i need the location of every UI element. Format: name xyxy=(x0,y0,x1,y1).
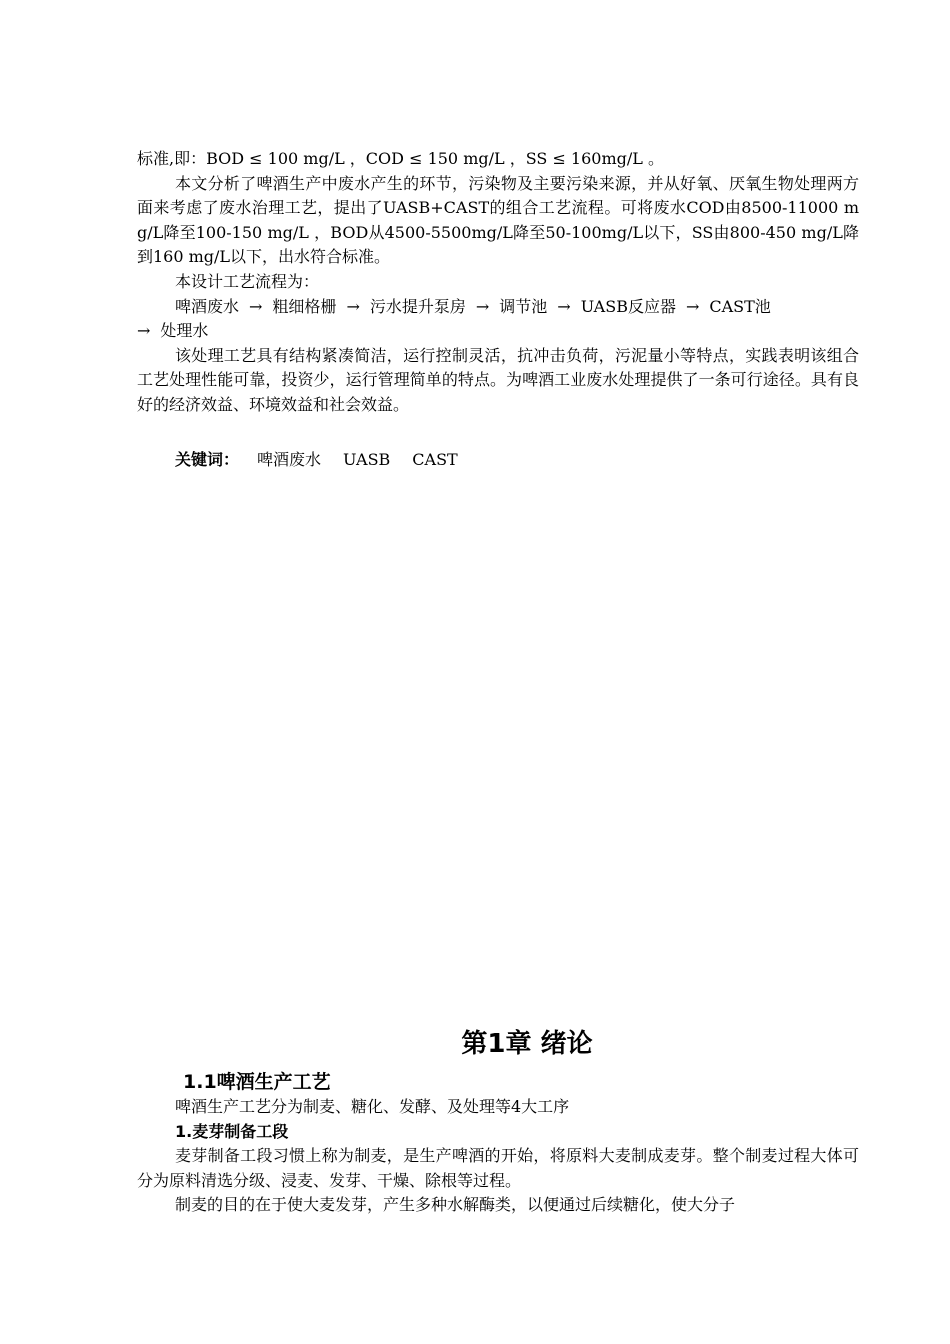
arrow-right-icon: → xyxy=(137,321,151,341)
malting-paragraph: 麦芽制备工段习惯上称为制麦，是生产啤酒的开始，将原料大麦制成麦芽。整个制麦过程大体可分为原料清选分级、浸麦、发芽、干燥、除根等过程。 xyxy=(137,1146,859,1190)
process-flow-line-end xyxy=(137,319,859,344)
keywords-line xyxy=(175,449,458,471)
arrow-right-icon: → xyxy=(475,296,490,316)
purpose-paragraph: 制麦的目的在于使大麦发芽，产生多种水解酶类，以便通过后续糖化，使大分子 xyxy=(175,1195,736,1215)
flow-step: UASB反应器 xyxy=(580,296,676,316)
section-intro: 啤酒生产工艺分为制麦、糖化、发酵、及处理等4大工序 xyxy=(175,1097,570,1116)
process-flow-line xyxy=(137,295,859,320)
flow-step: 污水提升泵房 xyxy=(369,296,466,316)
arrow-right-icon: → xyxy=(346,296,360,316)
arrow-right-icon: → xyxy=(685,296,700,316)
subsection-title: 1.麦芽制备工段 xyxy=(175,1122,289,1141)
malting-body xyxy=(137,1144,859,1218)
keyword-item: CAST xyxy=(412,450,458,469)
abstract-body xyxy=(137,147,859,418)
arrow-right-icon: → xyxy=(557,296,571,316)
section-intro-block xyxy=(137,1095,859,1120)
flow-step: 啤酒废水 xyxy=(175,296,240,316)
features-paragraph: 该处理工艺具有结构紧凑简洁，运行控制灵活，抗冲击负荷，污泥量小等特点，实践表明该组合工艺处理性能可靠，投资少，运行管理简单的特点。为啤酒工业废水处理提供了一条可行途径。具有良好的经济效益、环境效益和社会效益。 xyxy=(137,345,859,414)
flow-step: 粗细格栅 xyxy=(272,296,337,316)
chapter-title: 第1章 绪论 xyxy=(461,1029,593,1059)
arrow-right-icon: → xyxy=(249,296,263,316)
keywords-label: 关键词： xyxy=(175,450,240,469)
keyword-item: UASB xyxy=(343,450,391,469)
section-title: 1.1啤酒生产工艺 xyxy=(183,1071,331,1093)
standard-paragraph: 标准,即：BOD ≤ 100 mg/L ，COD ≤ 150 mg/L ，SS ≤ 160mg/L 。 xyxy=(137,149,664,168)
analysis-paragraph: 本文分析了啤酒生产中废水产生的环节，污染物及主要污染来源，并从好氧、厌氧生物处理两方面来考虑了废水治理工艺，提出了UASB+CAST的组合工艺流程。可将废水COD由8500-11000 mg/L降至100-150 mg/L ，BOD从4500-5500mg/L降至50-100mg/L以下，SS由800-450 mg/L降到160 mg/L以下，出水符合标准。 xyxy=(137,173,859,267)
keyword-item: 啤酒废水 xyxy=(257,450,322,469)
flow-step: 调节池 xyxy=(499,296,548,316)
flow-step: CAST池 xyxy=(709,296,771,316)
flow-intro-paragraph: 本设计工艺流程为： xyxy=(175,271,320,291)
flow-step: 处理水 xyxy=(160,321,209,341)
